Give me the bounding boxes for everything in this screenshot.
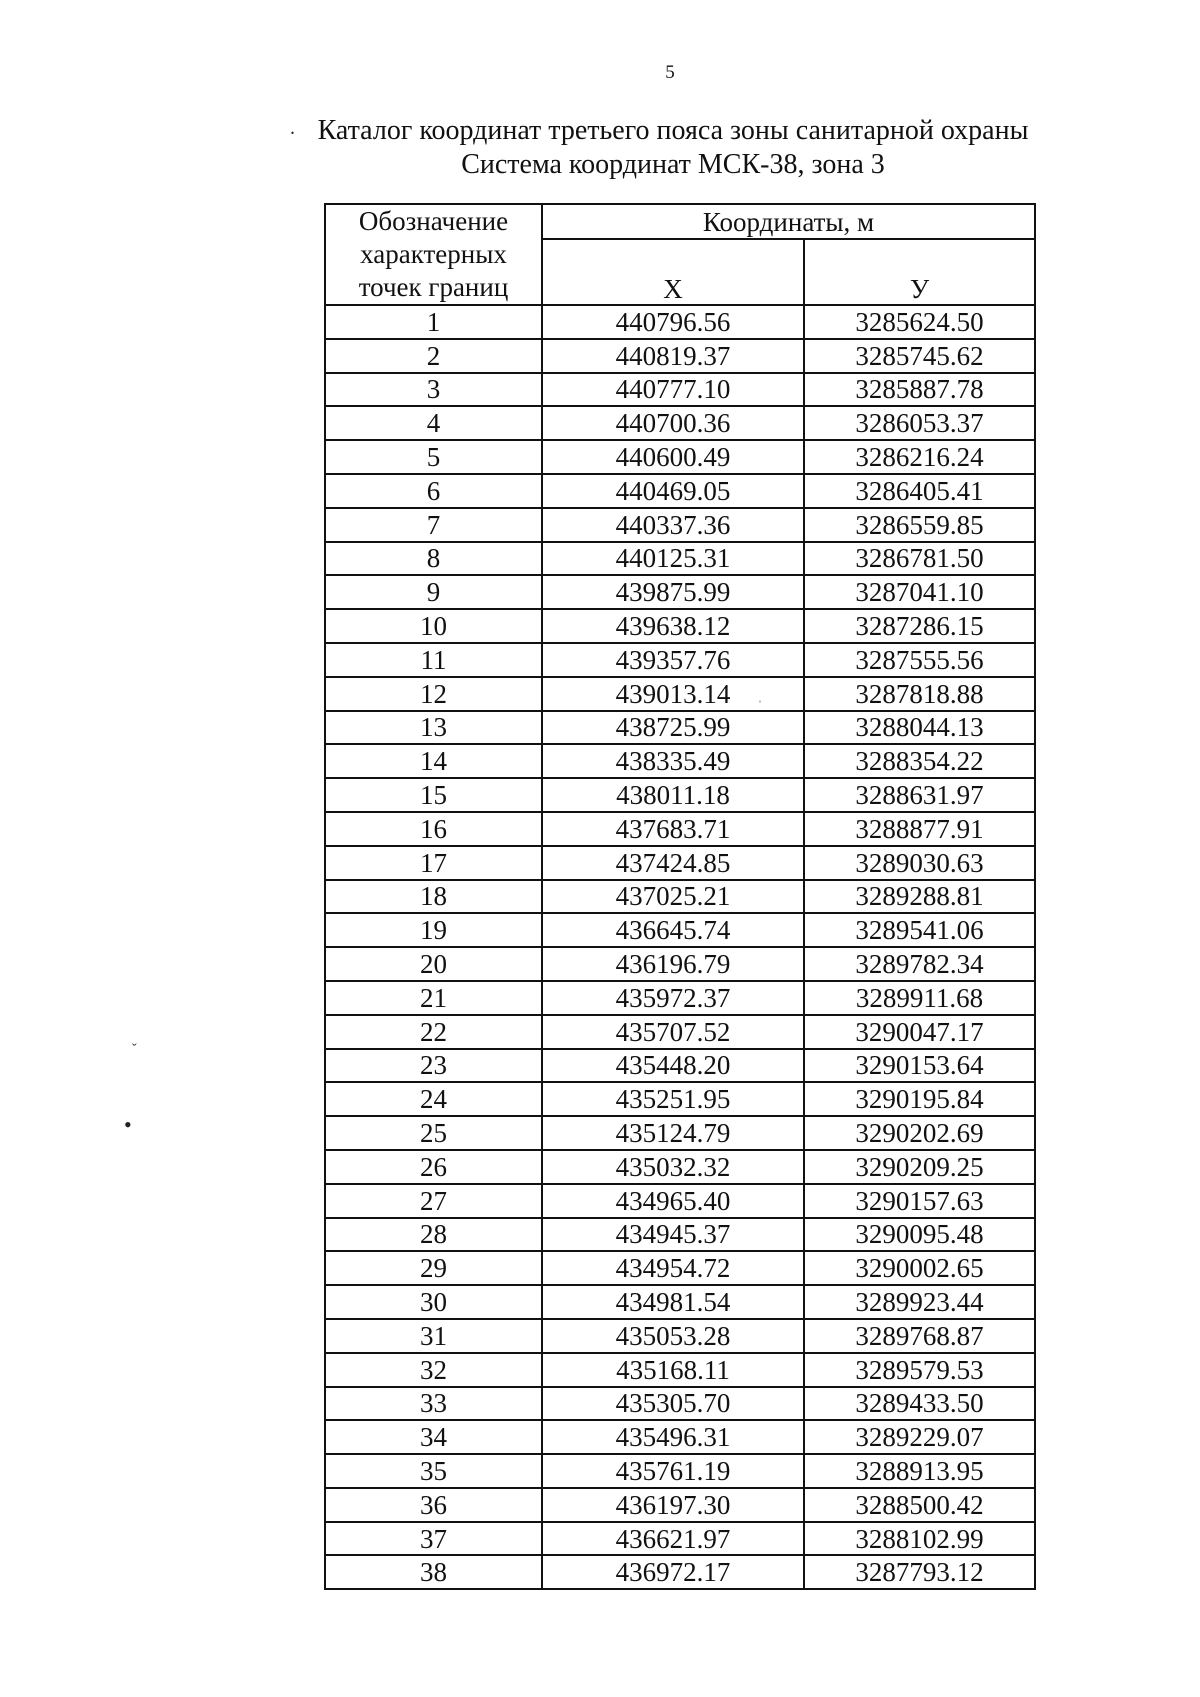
table-row [325, 1319, 1035, 1353]
point-number-cell: 19 [325, 913, 542, 947]
document-title [0, 114, 1200, 182]
x-coordinate-cell: 435972.37 [542, 981, 804, 1015]
scan-speck-mark: ˇ [132, 1042, 137, 1057]
y-coordinate-cell: 3289030.63 [804, 846, 1035, 880]
y-coordinate-cell: 3289923.44 [804, 1285, 1035, 1319]
table-row [325, 1015, 1035, 1049]
x-coordinate-cell: 440819.37 [542, 339, 804, 373]
x-coordinate-cell: 435305.70 [542, 1387, 804, 1421]
y-coordinate-cell: 3289768.87 [804, 1319, 1035, 1353]
table-row [325, 339, 1035, 373]
point-number-cell: 34 [325, 1420, 542, 1454]
table-row [325, 1218, 1035, 1252]
point-number-cell: 29 [325, 1251, 542, 1285]
y-coordinate-cell: 3289433.50 [804, 1387, 1035, 1421]
x-coordinate-cell: 440777.10 [542, 373, 804, 407]
x-coordinate-cell: 436645.74 [542, 913, 804, 947]
x-coordinate-cell: 439875.99 [542, 575, 804, 609]
x-coordinate-cell: 434945.37 [542, 1218, 804, 1252]
table-row [325, 542, 1035, 576]
table-row [325, 1454, 1035, 1488]
point-number-cell: 12 [325, 677, 542, 711]
point-number-cell: 28 [325, 1218, 542, 1252]
point-number-cell: 1 [325, 305, 542, 339]
point-number-cell: 4 [325, 406, 542, 440]
x-coordinate-cell: 435496.31 [542, 1420, 804, 1454]
y-coordinate-cell: 3290202.69 [804, 1116, 1035, 1150]
x-coordinate-cell: 436972.17 [542, 1555, 804, 1589]
page-number: 5 [665, 62, 675, 83]
table-row [325, 1150, 1035, 1184]
y-coordinate-cell: 3286781.50 [804, 542, 1035, 576]
table-row [325, 643, 1035, 677]
point-number-cell: 3 [325, 373, 542, 407]
point-number-cell: 25 [325, 1116, 542, 1150]
y-coordinate-cell: 3290047.17 [804, 1015, 1035, 1049]
table-row [325, 1116, 1035, 1150]
y-coordinate-cell: 3290195.84 [804, 1082, 1035, 1116]
y-coordinate-cell: 3285887.78 [804, 373, 1035, 407]
table-row [325, 812, 1035, 846]
y-coordinate-cell: 3289579.53 [804, 1353, 1035, 1387]
table-row [325, 981, 1035, 1015]
point-number-cell: 6 [325, 474, 542, 508]
table-row [325, 913, 1035, 947]
y-coordinate-cell: 3288877.91 [804, 812, 1035, 846]
table-row [325, 880, 1035, 914]
table-row [325, 1285, 1035, 1319]
point-number-cell: 10 [325, 609, 542, 643]
y-coordinate-cell: 3287286.15 [804, 609, 1035, 643]
x-coordinate-cell: 435761.19 [542, 1454, 804, 1488]
x-coordinate-cell: 439013.14 [542, 677, 804, 711]
table-row [325, 575, 1035, 609]
table-row [325, 1049, 1035, 1083]
point-number-cell: 17 [325, 846, 542, 880]
y-coordinate-cell: 3289229.07 [804, 1420, 1035, 1454]
x-coordinate-cell: 436197.30 [542, 1488, 804, 1522]
y-coordinate-cell: 3289782.34 [804, 947, 1035, 981]
point-number-cell: 8 [325, 542, 542, 576]
x-coordinate-cell: 437424.85 [542, 846, 804, 880]
x-coordinate-cell: 435053.28 [542, 1319, 804, 1353]
y-coordinate-cell: 3287793.12 [804, 1555, 1035, 1589]
y-coordinate-cell: 3288044.13 [804, 711, 1035, 745]
header-point-designation: Обозначение характерных точек границ [325, 204, 542, 305]
point-number-cell: 27 [325, 1184, 542, 1218]
y-coordinate-cell: 3288102.99 [804, 1522, 1035, 1556]
table-row [325, 1082, 1035, 1116]
x-coordinate-cell: 436621.97 [542, 1522, 804, 1556]
point-number-cell: 22 [325, 1015, 542, 1049]
table-row [325, 677, 1035, 711]
y-coordinate-cell: 3286216.24 [804, 440, 1035, 474]
point-number-cell: 32 [325, 1353, 542, 1387]
table-row [325, 744, 1035, 778]
table-row [325, 1353, 1035, 1387]
x-coordinate-cell: 435707.52 [542, 1015, 804, 1049]
y-coordinate-cell: 3289288.81 [804, 880, 1035, 914]
y-coordinate-cell: 3285745.62 [804, 339, 1035, 373]
y-coordinate-cell: 3290153.64 [804, 1049, 1035, 1083]
y-coordinate-cell: 3290002.65 [804, 1251, 1035, 1285]
point-number-cell: 23 [325, 1049, 542, 1083]
table-row [325, 778, 1035, 812]
table-row [325, 406, 1035, 440]
y-coordinate-cell: 3285624.50 [804, 305, 1035, 339]
table-row [325, 1251, 1035, 1285]
x-coordinate-cell: 437025.21 [542, 880, 804, 914]
table-row [325, 474, 1035, 508]
point-number-cell: 13 [325, 711, 542, 745]
point-number-cell: 9 [325, 575, 542, 609]
y-coordinate-cell: 3290209.25 [804, 1150, 1035, 1184]
y-coordinate-cell: 3290157.63 [804, 1184, 1035, 1218]
header-x: Х [542, 239, 804, 305]
point-number-cell: 2 [325, 339, 542, 373]
title-line-2: Система координат МСК-38, зона 3 [461, 149, 885, 180]
point-number-cell: 26 [325, 1150, 542, 1184]
point-number-cell: 36 [325, 1488, 542, 1522]
point-number-cell: 24 [325, 1082, 542, 1116]
point-number-cell: 5 [325, 440, 542, 474]
y-coordinate-cell: 3288500.42 [804, 1488, 1035, 1522]
table-row [325, 947, 1035, 981]
x-coordinate-cell: 438011.18 [542, 778, 804, 812]
table-row [325, 440, 1035, 474]
table-row [325, 846, 1035, 880]
y-coordinate-cell: 3289541.06 [804, 913, 1035, 947]
point-number-cell: 35 [325, 1454, 542, 1488]
point-number-cell: 31 [325, 1319, 542, 1353]
table-row [325, 1555, 1035, 1589]
table-body [325, 305, 1035, 1589]
scan-speck-mark: ˈ [758, 698, 762, 712]
point-number-cell: 37 [325, 1522, 542, 1556]
point-number-cell: 14 [325, 744, 542, 778]
y-coordinate-cell: 3288913.95 [804, 1454, 1035, 1488]
y-coordinate-cell: 3286053.37 [804, 406, 1035, 440]
x-coordinate-cell: 435168.11 [542, 1353, 804, 1387]
point-number-cell: 21 [325, 981, 542, 1015]
y-coordinate-cell: 3289911.68 [804, 981, 1035, 1015]
y-coordinate-cell: 3290095.48 [804, 1218, 1035, 1252]
point-number-cell: 7 [325, 508, 542, 542]
scan-dot-mark: . [290, 117, 295, 139]
header-coordinates: Координаты, м [542, 204, 1035, 239]
point-number-cell: 30 [325, 1285, 542, 1319]
table-row [325, 373, 1035, 407]
x-coordinate-cell: 439357.76 [542, 643, 804, 677]
x-coordinate-cell: 434954.72 [542, 1251, 804, 1285]
table-row [325, 609, 1035, 643]
x-coordinate-cell: 435124.79 [542, 1116, 804, 1150]
point-number-cell: 20 [325, 947, 542, 981]
x-coordinate-cell: 440600.49 [542, 440, 804, 474]
coordinates-table [324, 203, 1036, 1590]
point-number-cell: 16 [325, 812, 542, 846]
point-number-cell: 18 [325, 880, 542, 914]
x-coordinate-cell: 434965.40 [542, 1184, 804, 1218]
x-coordinate-cell: 440125.31 [542, 542, 804, 576]
point-number-cell: 15 [325, 778, 542, 812]
point-number-cell: 33 [325, 1387, 542, 1421]
x-coordinate-cell: 435032.32 [542, 1150, 804, 1184]
y-coordinate-cell: 3288631.97 [804, 778, 1035, 812]
y-coordinate-cell: 3287555.56 [804, 643, 1035, 677]
title-line-1: Каталог координат третьего пояса зоны санитарной охраны [317, 115, 1029, 146]
y-coordinate-cell: 3288354.22 [804, 744, 1035, 778]
x-coordinate-cell: 437683.71 [542, 812, 804, 846]
x-coordinate-cell: 440469.05 [542, 474, 804, 508]
table-row [325, 1420, 1035, 1454]
x-coordinate-cell: 440796.56 [542, 305, 804, 339]
table-row [325, 711, 1035, 745]
y-coordinate-cell: 3286405.41 [804, 474, 1035, 508]
x-coordinate-cell: 435251.95 [542, 1082, 804, 1116]
x-coordinate-cell: 440700.36 [542, 406, 804, 440]
x-coordinate-cell: 440337.36 [542, 508, 804, 542]
x-coordinate-cell: 439638.12 [542, 609, 804, 643]
y-coordinate-cell: 3287818.88 [804, 677, 1035, 711]
x-coordinate-cell: 434981.54 [542, 1285, 804, 1319]
table-row [325, 508, 1035, 542]
point-number-cell: 11 [325, 643, 542, 677]
header-y: У [804, 239, 1035, 305]
table-row [325, 1488, 1035, 1522]
point-number-cell: 38 [325, 1555, 542, 1589]
x-coordinate-cell: 438725.99 [542, 711, 804, 745]
table-row [325, 1522, 1035, 1556]
y-coordinate-cell: 3286559.85 [804, 508, 1035, 542]
scan-dot-mark: • [124, 1112, 132, 1137]
x-coordinate-cell: 438335.49 [542, 744, 804, 778]
table-row [325, 305, 1035, 339]
x-coordinate-cell: 436196.79 [542, 947, 804, 981]
table-row [325, 1184, 1035, 1218]
table-row [325, 1387, 1035, 1421]
x-coordinate-cell: 435448.20 [542, 1049, 804, 1083]
y-coordinate-cell: 3287041.10 [804, 575, 1035, 609]
